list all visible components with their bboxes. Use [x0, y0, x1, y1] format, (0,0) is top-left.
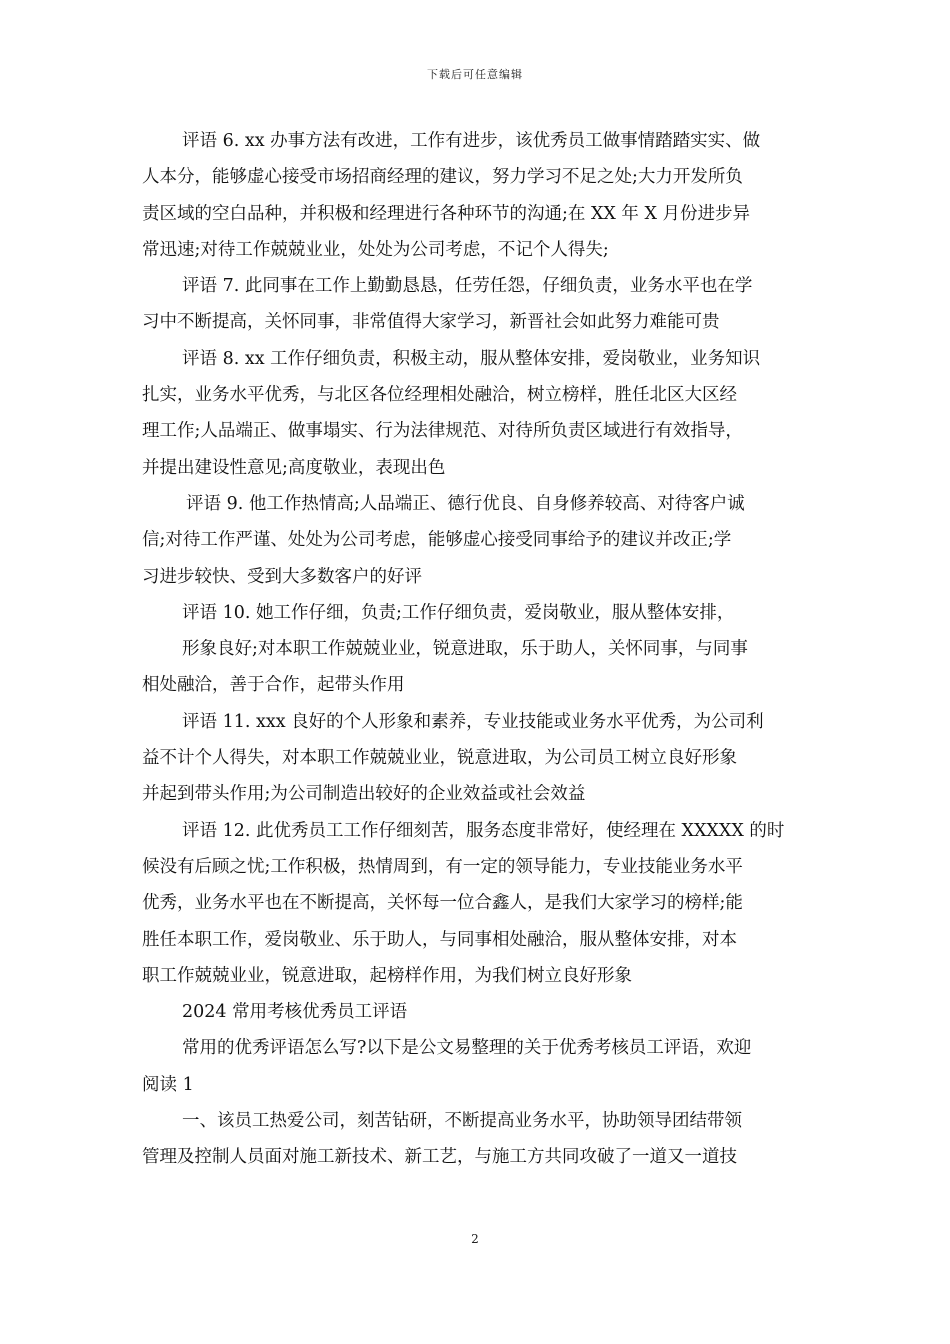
text-line: 理工作;人品端正、做事塌实、行为法律规范、对待所负责区域进行有效指导， [142, 421, 743, 442]
page-header: 下载后可任意编辑 [427, 68, 523, 81]
section-heading: 2024 常用考核优秀员工评语 [182, 1002, 408, 1023]
text-line: 相处融洽，善于合作，起带头作用 [142, 675, 405, 696]
text-line: 评语 7. 此同事在工作上勤勤恳恳，任劳任怨，仔细负责，业务水平也在学 [182, 276, 753, 297]
text-line: 胜任本职工作，爱岗敬业、乐于助人，与同事相处融洽，服从整体安排，对本 [142, 929, 737, 950]
text-line: 评语 6. xx 办事方法有改进，工作有进步，该优秀员工做事情踏踏实实、做 [182, 131, 761, 151]
text-line: 人本分，能够虚心接受市场招商经理的建议，努力学习不足之处;大力开发所负 [142, 167, 743, 188]
text-line: 形象良好;对本职工作兢兢业业，锐意进取，乐于助人，关怀同事，与同事 [182, 639, 748, 660]
text-line: 评语 8. xx 工作仔细负责，积极主动，服从整体安排，爱岗敬业，业务知识 [182, 348, 761, 369]
page-number: 2 [471, 1232, 479, 1246]
text-line: 评语 10. 她工作仔细，负责;工作仔细负责，爱岗敬业，服从整体安排， [182, 602, 735, 623]
text-line: 习进步较快、受到大多数客户的好评 [142, 566, 422, 587]
text-line: 一、该员工热爱公司，刻苦钻研，不断提高业务水平，协助领导团结带领 [182, 1111, 742, 1132]
text-line: 候没有后顾之忧;工作积极，热情周到，有一定的领导能力，专业技能业务水平 [142, 856, 743, 877]
text-line: 习中不断提高，关怀同事，非常值得大家学习，新晋社会如此努力难能可贵 [142, 312, 720, 333]
text-line: 并起到带头作用;为公司制造出较好的企业效益或社会效益 [142, 784, 586, 805]
text-line: 评语 9. 他工作热情高;人品端正、德行优良、自身修养较高、对待客户诚 [186, 493, 745, 514]
text-line: 评语 12. 此优秀员工工作仔细刻苦，服务态度非常好，使经理在 XXXXX 的时 [182, 820, 785, 841]
text-line: 常用的优秀评语怎么写?以下是公文易整理的关于优秀考核员工评语，欢迎 [182, 1038, 752, 1059]
text-line: 职工作兢兢业业，锐意进取，起榜样作用，为我们树立良好形象 [142, 965, 632, 986]
document-body [142, 123, 812, 1176]
text-line: 阅读 1 [142, 1074, 194, 1095]
text-line: 优秀，业务水平也在不断提高，关怀每一位合鑫人，是我们大家学习的榜样;能 [142, 893, 743, 914]
text-line: 评语 11. xxx 良好的个人形象和素养，专业技能或业务水平优秀，为公司利 [182, 711, 764, 732]
text-line: 管理及控制人员面对施工新技术、新工艺，与施工方共同攻破了一道又一道技 [142, 1147, 737, 1168]
text-line: 常迅速;对待工作兢兢业业，处处为公司考虑，不记个人得失; [142, 239, 609, 260]
text-line: 扎实，业务水平优秀，与北区各位经理相处融洽，树立榜样，胜任北区大区经 [142, 385, 737, 406]
text-line: 信;对待工作严谨、处处为公司考虑，能够虚心接受同事给予的建议并改正;学 [142, 530, 732, 551]
text-line: 益不计个人得失，对本职工作兢兢业业，锐意进取，为公司员工树立良好形象 [142, 748, 737, 769]
text-line: 责区域的空白品种，并积极和经理进行各种环节的沟通;在 XX 年 X 月份进步异 [142, 203, 751, 224]
text-line: 并提出建设性意见;高度敬业，表现出色 [142, 457, 446, 478]
